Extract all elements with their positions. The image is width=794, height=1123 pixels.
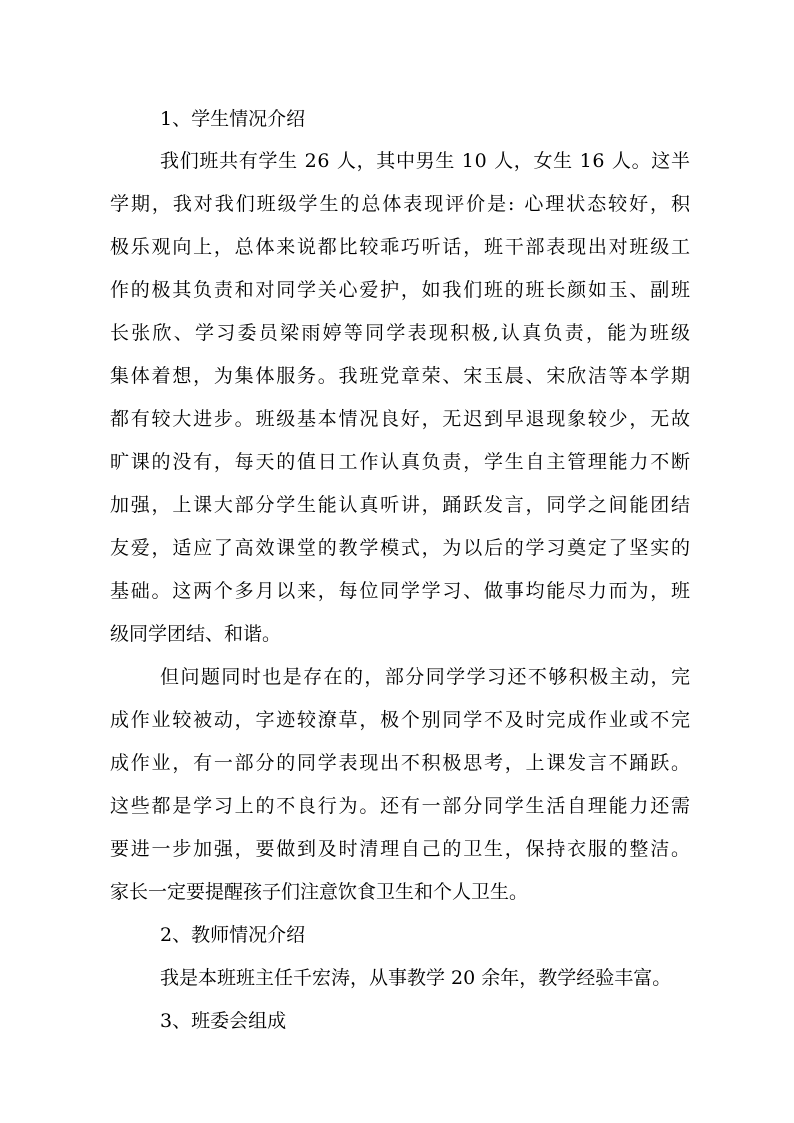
section-heading-2 [0,915,794,956]
section-heading-1 [0,99,794,140]
paragraph-line [0,657,794,698]
line-text: 基础。这两个多月以来，每位同学学习、做事均能尽力而为，班 [110,580,692,602]
line-text: 成作业，有一部分的同学表现出不积极思考，上课发言不踊跃。 [110,752,692,774]
paragraph-line [0,743,794,784]
line-text: 集体着想，为集体服务。我班党章荣、宋玉晨、宋欣洁等本学期 [110,365,692,387]
paragraph-line [0,872,794,913]
line-text: 要进一步加强，要做到及时清理自己的卫生，保持衣服的整洁。 [110,838,692,860]
paragraph-line [0,700,794,741]
paragraph-line [0,313,794,354]
paragraph-line [0,571,794,612]
line-text: 加强，上课大部分学生能认真听讲，踊跃发言，同学之间能团结 [110,494,692,516]
line-text: 作的极其负责和对同学关心爱护，如我们班的班长颜如玉、副班 [110,279,692,301]
paragraph-line [0,270,794,311]
paragraph-line [0,227,794,268]
paragraph-line [0,141,794,182]
paragraph-line [0,786,794,827]
line-text: 这些都是学习上的不良行为。还有一部分同学生活自理能力还需 [110,795,692,817]
line-text: 成作业较被动，字迹较潦草，极个别同学不及时完成作业或不完 [110,709,692,731]
line-text: 但问题同时也是存在的，部分同学学习还不够积极主动，完 [160,666,692,688]
heading-text: 1、学生情况介绍 [160,108,306,130]
line-text: 长张欣、学习委员梁雨婷等同学表现积极,认真负责，能为班级 [110,322,693,344]
paragraph-line [0,485,794,526]
paragraph-line [0,442,794,483]
heading-text: 3、班委会组成 [160,1010,287,1032]
section-heading-3 [0,1001,794,1042]
line-text: 我是本班班主任千宏涛，从事教学 20 余年，教学经验丰富。 [160,967,672,989]
line-text: 旷课的没有，每天的值日工作认真负责，学生自主管理能力不断 [110,451,692,473]
line-text: 级同学团结、和谐。 [110,623,282,645]
paragraph-line [0,829,794,870]
line-text: 友爱，适应了高效课堂的教学模式，为以后的学习奠定了坚实的 [110,537,692,559]
paragraph-line [0,958,794,999]
heading-text: 2、教师情况介绍 [160,924,306,946]
paragraph-line [0,184,794,225]
line-text: 家长一定要提醒孩子们注意饮食卫生和个人卫生。 [110,881,529,903]
paragraph-line [0,399,794,440]
line-text: 学期，我对我们班级学生的总体表现评价是: 心理状态较好，积 [110,193,692,215]
line-text: 都有较大进步。班级基本情况良好，无迟到早退现象较少，无故 [110,408,692,430]
line-text: 我们班共有学生 26 人，其中男生 10 人，女生 16 人。这半 [160,150,691,172]
paragraph-line [0,356,794,397]
paragraph-line [0,528,794,569]
line-text: 极乐观向上，总体来说都比较乖巧听话，班干部表现出对班级工 [110,236,692,258]
paragraph-line [0,614,794,655]
